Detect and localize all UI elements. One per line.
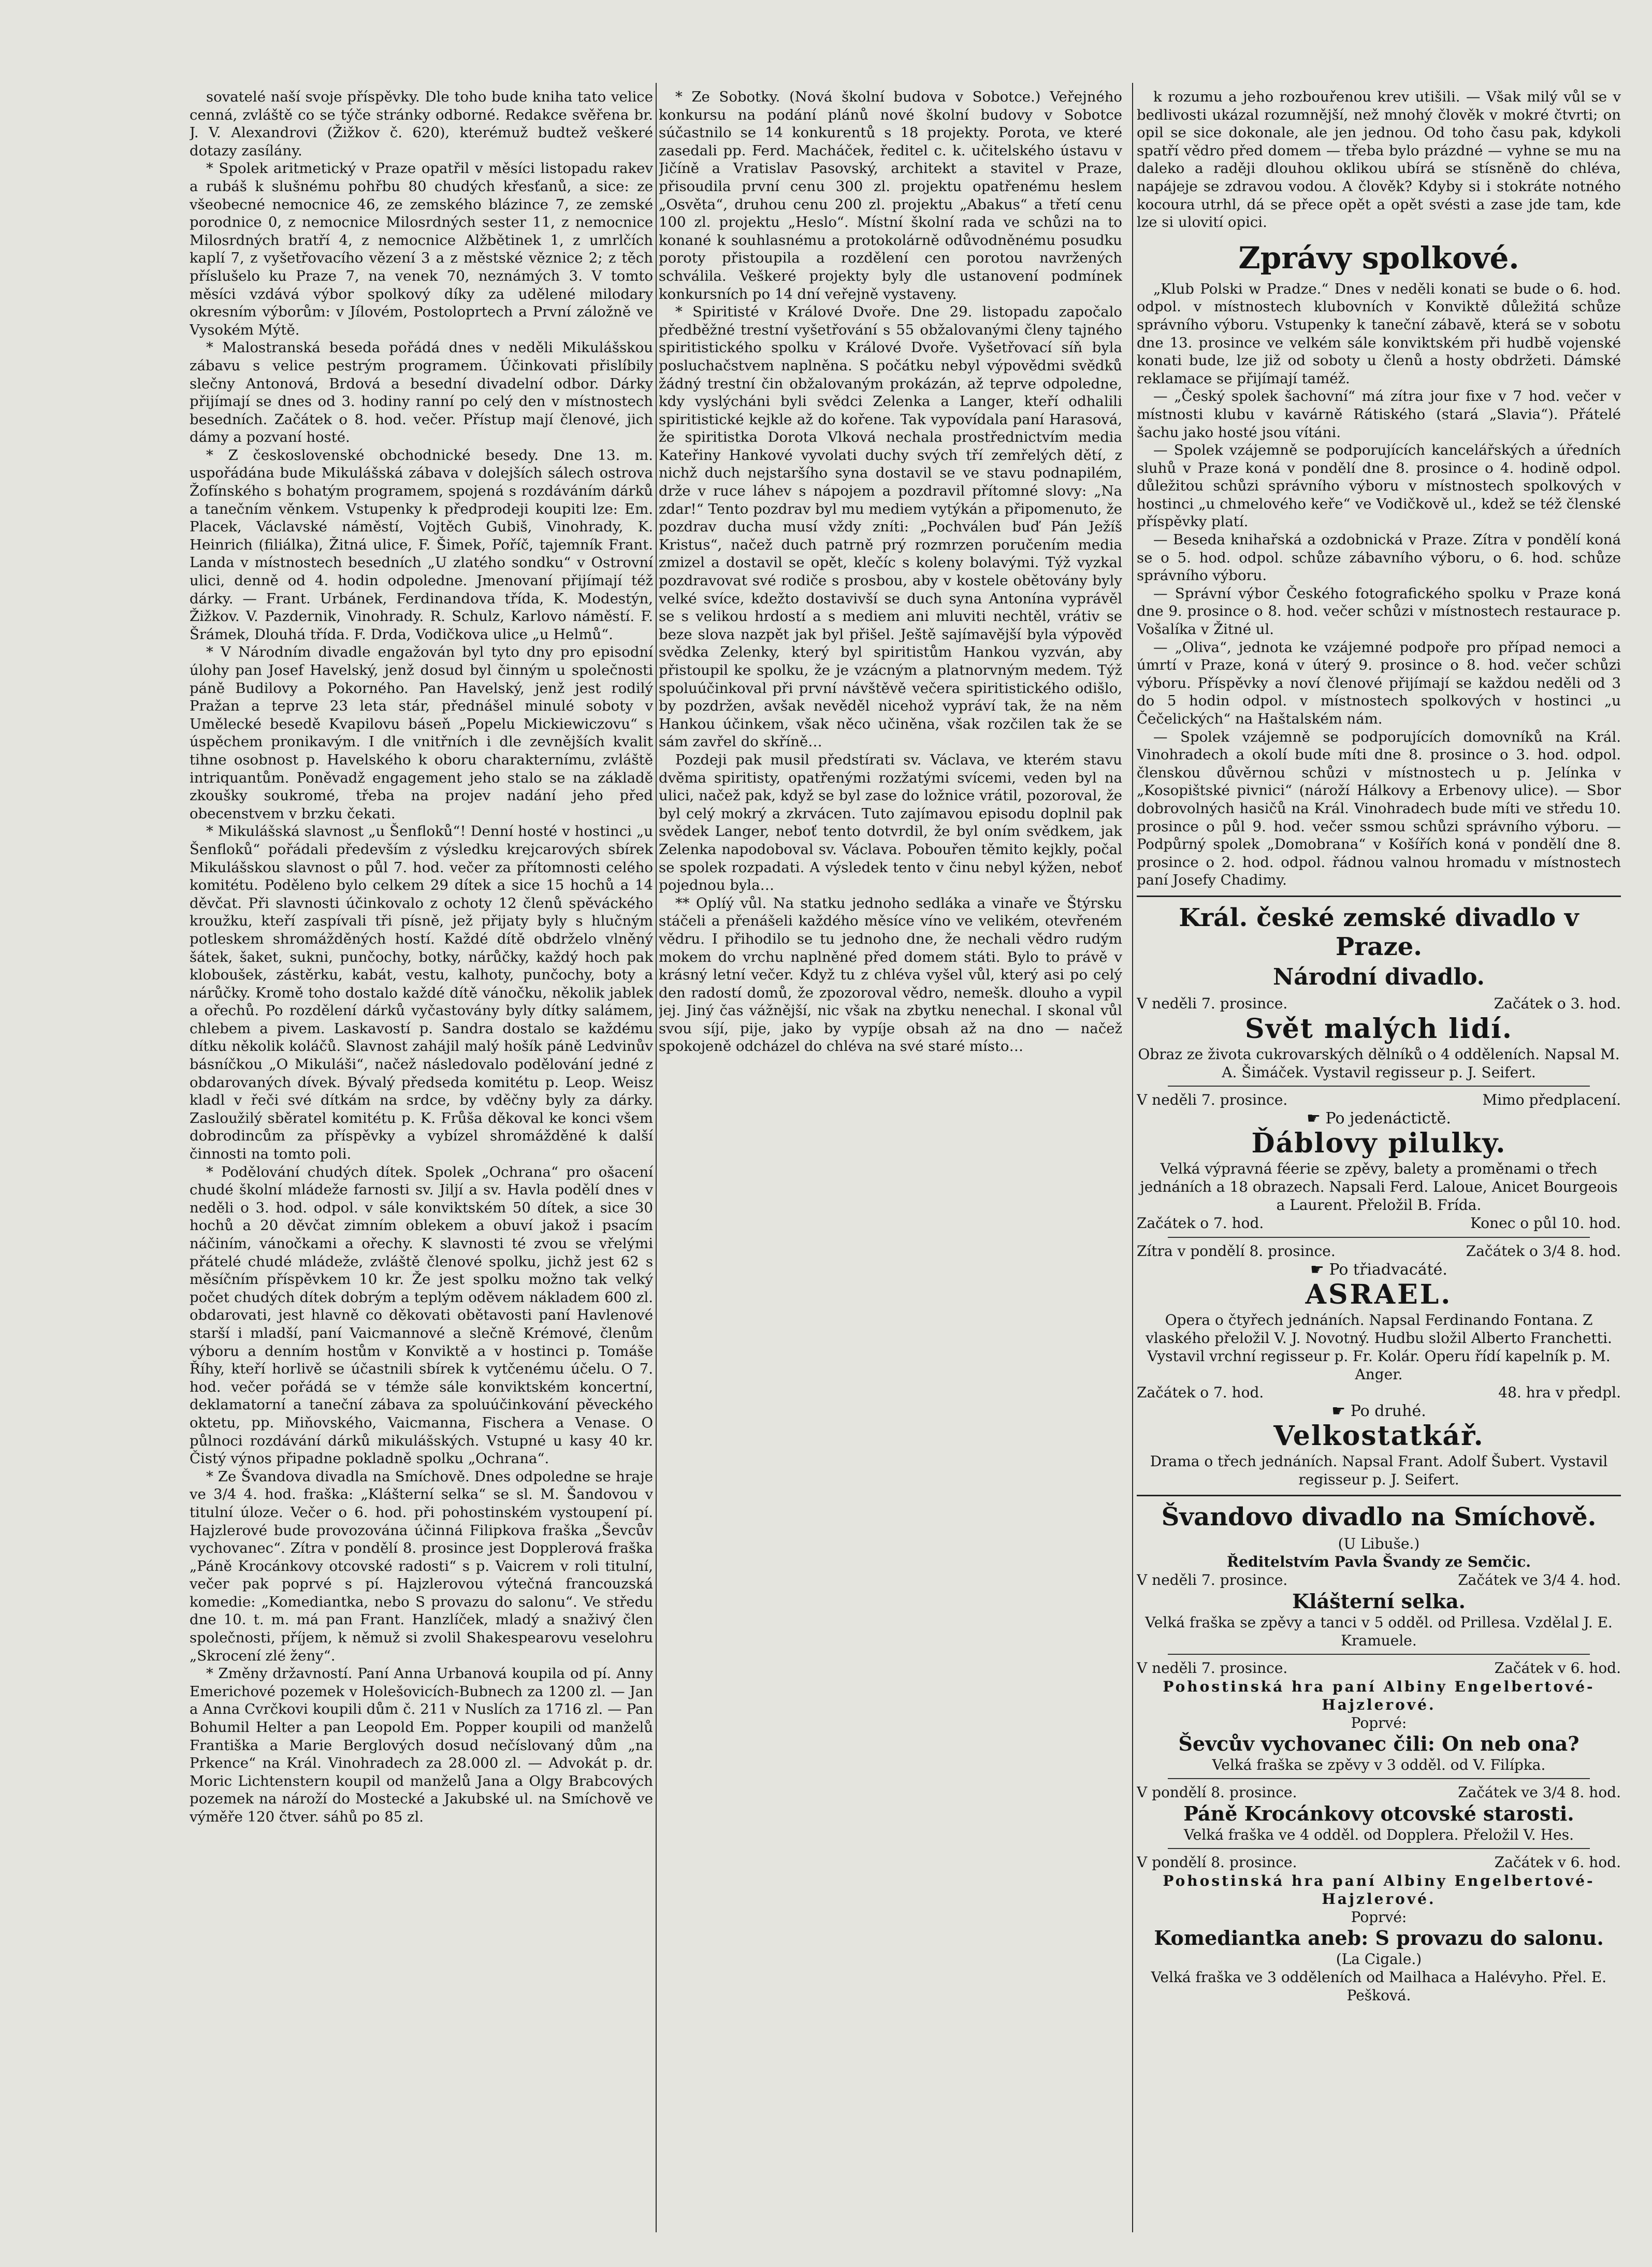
paragraph: — „Oliva“, jednota ke vzájemné podpoře pro případ nemoci a úmrtí v Praze, koná v úterý 9. prosince o 8. hod. večer schůzi výboru. Příspěvky a noví členové přijímají se každou neděli od 3 do 5 hodin odpol. v místnostech spolkových v hostinci „u Čečelických“ na Haštalském nám. <box>1137 639 1621 727</box>
show-date: V neděli 7. prosince. <box>1137 1571 1288 1589</box>
paragraph: * Spolek aritmetický v Praze opatřil v měsíci listopadu rakev a rubáš k slušnému pohřbu 80 chudých křesťanů, a sice: ze všeobecné nemocnice 46, ze zemského blázince 7, ze zemské porodnice 0, z nemocnice Milosrdných sester 11, z nemocnice Milosrdných bratří 4, z nemocnice Alžbětinek 1, z umrlčích kaplí 7, z vyšetřovacího vězení 3 a z městské věznice 2; z těch příslušelo ku Praze 7, na venek 70, neznámých 3. V tomto měsíci vzdává výbor spolkový díky za udělené milodary okresním výborům: v Jílovém, Postoloprtech a První záložně ve Vysokém Mýtě. <box>190 160 653 338</box>
show-info <box>1137 1242 1621 1261</box>
play-description: Velká fraška ve 4 odděl. od Dopplera. Přeložil V. Hes. <box>1184 1826 1574 1843</box>
show-info <box>1137 1783 1621 1802</box>
show-date: V pondělí 8. prosince. <box>1137 1853 1297 1871</box>
paragraph: * Mikulášská slavnost „u Šenfloků“! Denní hosté v hostinci „u Šenfloků“ pořádali především z výsledku krejcarových sbírek Mikulášskou slavnost o půl 7. hod. večer za přítomnosti celého komitétu. Poděleno bylo celkem 29 dítek a sice 15 hochů a 14 děvčat. Při slavnosti účinkovalo z ochoty 12 členů spěváckého kroužku, kteří zaspívali tři písně, jež přijaty byly s hlučným potleskem shromážděných hostí. Každé dítě obdrželo vlněný šátek, šaket, sukni, punčochy, botky, nárůčky, každý hoch pak kloboušek, zástěrku, kabát, vestu, kalhoty, punčochy, boty a nárůčky. Kromě toho dostalo každé dítě vánočku, několik jablek a ořechů. Po rozdělení dárků vyčastovány byly dítky salámem, chlebem a pivem. Laskavostí p. Sandra dostalo se každému dítku několik koláčů. Slavnost zahájil malý hošík páně Ledvinův básníčkou „O Mikuláši“, načež následovalo podělování jedné z obdarovaných dívek. Bývalý předseda komitétu p. Leop. Weisz kladl v řeči své dítkám na srdce, by vděčny byly za dárky. Zasloužilý sběratel komitétu p. K. Frůša děkoval ke konci všem dobrodincům za příspěvky a vybízel shromážděné k další činnosti na tomto poli. <box>190 823 653 1163</box>
play-title: Svět malých lidí. <box>1245 1013 1513 1045</box>
play-description: Velká fraška se zpěvy a tanci v 5 odděl. od Prillesa. Vzdělal J. E. Kramuele. <box>1145 1613 1613 1649</box>
show-start: Začátek o 7. hod. <box>1137 1383 1264 1401</box>
play-description: Opera o čtyřech jednáních. Napsal Ferdinando Fontana. Z vlaského přeložil V. J. Novotný. Hudbu složil Alberto Franchetti. Vystavil vrchní regisseur p. Fr. Kolár. Operu řídí kapelník p. M. Anger. <box>1146 1311 1612 1383</box>
paragraph: — Beseda knihařská a ozdobnická v Praze. Zítra v pondělí koná se o 5. hod. odpol. schůze zábavního výboru, o 6. hod. schůze správního výboru. <box>1137 531 1621 584</box>
show-benefit: ☛ Po jedenáctictě. <box>1307 1109 1451 1128</box>
divider <box>1168 1237 1590 1238</box>
show-start: Začátek o 3/4 8. hod. <box>1466 1242 1621 1260</box>
guest-performance: Pohostinská hra paní Albiny Engelbertové-Hajzlerové. <box>1163 1678 1595 1713</box>
play-description: Obraz ze života cukrovarských dělníků o 4 odděleních. Napsal M. A. Šimáček. Vystavil regisseur p. J. Seifert. <box>1138 1045 1620 1081</box>
paragraph: k rozumu a jeho rozbouřenou krev utišili. — Však milý vůl se v bedlivosti ukázal rozumnější, než mnohý člověk v mokré čtvrti; on opil se sice dokonale, ale jen jednou. Od toho času pak, kdykoli spatří vědro před domem — třeba bylo prázdné — vyhne se mu na daleko a raději dlouhou oklikou ubírá se stísněně do chléva, napájeje se zdravou vodou. A člověk? Kdyby si i stokráte notného kocoura utrhl, dá se přece opět a opět svésti a zase jde tam, kde lze si ulovití opici. <box>1137 89 1621 231</box>
theatre-director: Ředitelstvím Pavla Švandy ze Semčic. <box>1226 1553 1531 1570</box>
divider <box>1137 896 1621 897</box>
play-title: Ševcův vychovanec čili: On neb ona? <box>1178 1731 1579 1755</box>
divider <box>1168 1848 1590 1849</box>
paragraph: * Z československé obchodnické besedy. Dne 13. m. uspořádána bude Mikulášská zábava v dolejších sálech ostrova Žofínského s bohatým programem, spojená s rozdáváním dárků a tanečním věnkem. Vstupenky k předprodeji koupiti lze: Em. Placek, Václavské náměstí, Vojtěch Gubiš, Vinohrady, K. Heinrich (filiálka), Žitná ulice, F. Šimek, Poříč, tajemník Frant. Landa v místnostech besedních „U zlatého sondku“ v Ostrovní ulici, denně od 4. hodin odpoledne. Jmenovaní přijímají též dárky. — Frant. Urbánek, Ferdinandova třída, K. Modestýn, Žižkov. V. Pazdernik, Vinohrady. R. Schulz, Karlovo náměstí. F. Šrámek, Dlouhá třída. F. Drda, Vodičkova ulice „u Helmů“. <box>190 446 653 643</box>
pointing-hand-icon: ☛ <box>1331 1402 1351 1420</box>
show-start: Začátek ve 3/4 4. hod. <box>1458 1571 1621 1589</box>
play-description: Velká výpravná féerie se zpěvy, balety a proměnami o třech jednáních a 18 obrazech. Napsali Ferd. Laloue, Anicet Bourgeois a Laurent. Přeložil B. Frída. <box>1140 1160 1618 1214</box>
theatre-listing-svanda <box>1137 1503 1621 2004</box>
show-date: V neděli 7. prosince. <box>1137 1091 1288 1108</box>
play-description: Velká fraška ve 3 odděleních od Mailhaca a Halévyho. Přel. E. Pešková. <box>1151 1968 1607 2004</box>
theatre-title: Král. české zemské divadlo v Praze. <box>1179 903 1579 961</box>
paragraph: — „Český spolek šachovní“ má zítra jour fixe v 7 hod. večer v místnosti klubu v kavárně Rátiského (stará „Slavia“). Přátelé šachu jako hosté jsou vítáni. <box>1137 388 1621 441</box>
show-start: Začátek v 6. hod. <box>1494 1853 1621 1871</box>
show-benefit: ☛ Po třiadvacáté. <box>1310 1260 1447 1279</box>
divider <box>1168 1654 1590 1655</box>
paragraph: * Podělování chudých dítek. Spolek „Ochrana“ pro ošacení chudé školní mládeže farnosti sv. Jiljí a sv. Havla podělí dnes v neděli o 3. hod. odpol. v sále konviktském 50 dítek, a sice 30 hochů a 20 děvčat zimním oblekem a obuví jakož i psacím náčiním, vánočkami a ořechy. K slavnosti té zvou se vřelými přátelé chudé mládeže, zvláště členové spolku, jichž jest 62 s měsíčním příspěvkem 10 kr. Že jest spolku možno tak velký počet chudých dítek dobrým a teplým oděvem nákladem 600 zl. obdarovati, jest hlavně co děkovati obětavosti paní Havlenové starší i mladší, paní Vaicmannové a slečně Krémové, členům výboru a denním hostům v Konviktě a v hostinci p. Tomáše Říhy, kteří horlivě se účastnili sbírek k vytčenému účelu. O 7. hod. večer pořádá se v témže sále konviktském koncertní, deklamatorní a taneční zábava za spoluúčinkování pěveckého oktetu, pp. Miňovského, Vaicmanna, Fischera a Venase. O půlnoci rozdávání dárků mikulášských. Vstupné u kasy 40 kr. Čistý výnos připadne pokladně spolku „Ochrana“. <box>190 1163 653 1467</box>
show-info <box>1137 1091 1621 1109</box>
first-performance: Poprvé: <box>1351 1714 1407 1731</box>
column-1 <box>190 88 653 2232</box>
show-info <box>1137 1571 1621 1590</box>
paragraph: — Správní výbor Českého fotografického spolku v Praze koná dne 9. prosince o 8. hod. večer schůzi v místnostech restaurace p. Vošalíka v Žitné ul. <box>1137 585 1621 638</box>
play-subtitle: (La Cigale.) <box>1336 1950 1422 1968</box>
paragraph: * Malostranská beseda pořádá dnes v neděli Mikulášskou zábavu s velice pestrým programem. Účinkovati přislíbily slečny Antonová, Brdová a besední divadelní odbor. Dárky přijímají se dnes od 3. hodiny ranní po celý den v místnostech besedních. Začátek o 8. hod. večer. Přístup mají členové, jich dámy a pozvaní hosté. <box>190 339 653 446</box>
paragraph: * Ze Sobotky. (Nová školní budova v Sobotce.) Veřejného konkursu na podání plánů nové školní budovy v Sobotce súčastnilo se 14 konkurentů s 18 projekty. Porota, ve které zasedali pp. Ferd. Macháček, ředitel c. k. učitelského ústavu v Jičíně a Vratislav Pasovský, architekt a stavitel v Praze, přisoudila první cenu 300 zl. projektu opatřenému heslem „Osvěta“, druhou cenu 200 zl. projektu „Abakus“ a třetí cenu 100 zl. projektu „Heslo“. Místní školní rada ve schůzi na to konané k souhlasnému a protokolárně odůvodněnému posudku poroty přistoupila a rozdělení cen porotou navržených schválila. Veškeré projekty byly dle ustanovení podmínek konkursních po 14 dní veřejně vystaveny. <box>659 89 1122 302</box>
paragraph: Pozdeji pak musil předstírati sv. Václava, ve kterém stavu dvěma spiritisty, opatřenými rozžatými svícemi, veden byl na ulici, načež pak, když se byl zase do ložnice vrátil, pozoroval, že byl celý mokrý a zkrvácen. Tuto zajímavou episodu doplnil pak svědek Langer, neboť tento dotvrdil, že byl oním svědkem, jak Zelenka napodoboval sv. Václava. Pobouřen těmito kejkly, počal se spolek rozpadati. A výsledek tento v činu nebyl kýžen, neboť pojednou byla… <box>659 751 1122 894</box>
play-description: Drama o třech jednáních. Napsal Frant. Adolf Šubert. Vystavil regisseur p. J. Seifert. <box>1150 1452 1608 1488</box>
play-title: Páně Krocánkovy otcovské starosti. <box>1183 1801 1574 1825</box>
show-info <box>1137 1659 1621 1678</box>
paragraph: * V Národním divadle engažován byl tyto dny pro episodní úlohy pan Josef Havelský, jenž dosud byl činným u společnosti páně Budilovy a Pokorného. Pan Havelský, jenž jest rodilý Pražan a teprve 23 leta stár, přednášel minulé soboty v Umělecké besedě Kvapilovu báseň „Popelu Mickiewiczovu“ s úspěchem pronikavým. I dle vnitřních i dle zevnějších kvalit tihne osobnost p. Havelského k oboru charakternímu, zvláště intriquantům. Poněvadž engagement jeho stalo se na základě zkoušky soukromé, třeba na projev nadání jeho před obecenstvem v brzku čekati. <box>190 644 653 822</box>
theatre-listing-national <box>1137 903 1621 1489</box>
column-rule <box>656 83 657 2232</box>
show-start: Začátek v 6. hod. <box>1494 1659 1621 1677</box>
show-benefit: ☛ Po druhé. <box>1331 1402 1426 1420</box>
guest-performance: Pohostinská hra paní Albiny Engelbertové-Hajzlerové. <box>1163 1872 1595 1908</box>
pointing-hand-icon: ☛ <box>1310 1260 1329 1279</box>
play-description: Velká fraška se zpěvy v 3 odděl. od V. Filípka. <box>1212 1756 1546 1773</box>
show-start: Začátek ve 3/4 8. hod. <box>1458 1783 1621 1801</box>
first-performance: Poprvé: <box>1351 1908 1407 1926</box>
paragraph: * Ze Švandova divadla na Smíchově. Dnes odpoledne se hraje ve 3/4 4. hod. fraška: „Klášterní selka“ se sl. M. Šandovou v titulní úloze. Večer o 6. hod. při pohostinském vystoupení pí. Hajzlerové bude provozována účinná Filipkova fraška „Ševcův vychovanec“. Zítra v pondělí 8. prosince jest Dopplerová fraška „Páně Krocánkovy otcovské radosti“ s p. Vaicrem v roli titulní, večer pak poprvé s pí. Hajzlerovou výtečná francouzská komedie: „Komediantka, nebo S provazu do salonu“. Ve středu dne 10. t. m. má pan Frant. Hanzlíček, mladý a snaživý člen společnosti, příjem, k němuž si zvolil Shakespearovu veselohru „Skrocení zlé ženy“. <box>190 1468 653 1664</box>
play-title: Velkostatkář. <box>1273 1420 1484 1452</box>
pointing-hand-icon: ☛ <box>1307 1109 1326 1128</box>
play-title: Komediantka aneb: S provazu do salonu. <box>1154 1926 1604 1950</box>
paragraph: „Klub Polski w Pradze.“ Dnes v neděli konati se bude o 6. hod. odpol. v místnostech klubovních v Konviktě důležitá schůze správního výboru. Vstupenky k taneční zábavě, která se v sobotu dne 13. prosince ve velkém sále konviktském při hudbě vojenské konati bude, lze již od soboty u členů a hosty obdržeti. Dámské reklamace se přijímají taméž. <box>1137 280 1621 387</box>
play-title: ASRAEL. <box>1305 1278 1453 1310</box>
show-start: Začátek o 7. hod. <box>1137 1214 1264 1232</box>
theatre-subtitle: Národní divadlo. <box>1273 963 1485 990</box>
show-date: Zítra v pondělí 8. prosince. <box>1137 1242 1336 1260</box>
play-title: Klášterní selka. <box>1292 1589 1466 1613</box>
paragraph: — Spolek vzájemně se podporujících kancelářských a úředních sluhů v Praze koná v pondělí dne 8. prosince o 4. hodině odpol. důležitou schůzi správního výboru v místnostech spolkových v hostinci „u chmelového keře“ ve Vodičkově ul., kdež se též členské příspěvky platí. <box>1137 442 1621 530</box>
theatre-title: Švandovo divadlo na Smíchově. <box>1161 1502 1597 1532</box>
show-end: Konec o půl 10. hod. <box>1470 1214 1621 1232</box>
paragraph: * Spiritisté v Králové Dvoře. Dne 29. listopadu započalo předběžné trestní vyšetřování s 55 obžalovanými členy tajného spiritistického spolku v Králové Dvoře. Vyšetřovací síň byla posluchačstvem naplněna. S počátku nebyl výpovědmi svědků žádný trestní čin obžalovaným prokázán, až teprve odpoledne, kdy vyslýcháni byli svědci Zelenka a Langer, kteří odhalili spiritistické kejkle až do kořene. Tak vypovídala paní Harasová, že spiritistka Dorota Vlková nechala prostřednictvím media Kateřiny Hankové vyvolati duchy svých tří zemřelých dětí, z nichž duch nejstaršího syna dostavil se ve stavu podnapilém, drže v ruce láhev s nápojem a pozdravil přítomné slovy: „Na zdar!“ Tento pozdrav byl mu mediem vytýkán a připomenuto, že pozdrav ducha musí vždy zníti: „Pochválen buď Pán Ježíš Kristus“, načež duch patrně prý rozmrzen poručením media zmizel a dostavil se opět, klečíc s koleny bolavými. Týž vyzkal pozdravovat své rodiče s prosbou, aby v kostele obětovány byly velké svíce, kdežto dostavivší se duch syna Antonína vyprávěl se s velikou hrdostí a s mediem ani mluviti nechtěl, vrátiv se beze slova nazpět jak byl přišel. Ještě sajímavější byla výpověď svědka Zelenky, který byl spiritistům Hankou vyzván, aby přistoupil ke spolku, že je vzácným a platnorvným medem. Týž spoluúčinkoval při první návštěvě večera spiritistického odišlo, by pozdržen, avšak nevěděl nicehož vypráví tak, že na něm Hankou účinkem, však něco učiněna, však rozčilen tak že se sám zavřel do skříně… <box>659 304 1122 750</box>
show-info <box>1137 1383 1621 1402</box>
column-2 <box>659 88 1122 2232</box>
show-info <box>1137 1853 1621 1872</box>
show-info <box>1137 994 1621 1013</box>
column-rule <box>1132 83 1133 2232</box>
show-order: 48. hra v předpl. <box>1498 1383 1621 1401</box>
paragraph: — Spolek vzájemně se podporujících domovníků na Král. Vinohradech a okolí bude míti dne 8. prosince o 3. hod. odpol. členskou důvěrnou schůzi v místnostech u p. Jelínka v „Kosopištské pivnici“ (nároží Hálkovy a Erbenovy ulice). — Sbor dobrovolných hasičů na Král. Vinohradech bude míti ve středu 10. prosince o půl 9. hod. večer ssmou schůzi správního výboru. — Podpůrný spolek „Domobrana“ v Košířích koná v pondělí dne 8. prosince o 2. hod. odpol. řádnou valnou hromadu v místnostech paní Josefy Chadimy. <box>1137 728 1621 889</box>
divider <box>1168 1778 1590 1779</box>
column-3 <box>1137 88 1621 2232</box>
show-start: Začátek o 3. hod. <box>1494 994 1621 1012</box>
divider <box>1168 1086 1590 1087</box>
show-date: V neděli 7. prosince. <box>1137 1659 1288 1677</box>
divider <box>1137 1495 1621 1496</box>
show-date: V neděli 7. prosince. <box>1137 994 1288 1012</box>
theatre-subtitle: (U Libuše.) <box>1338 1535 1420 1552</box>
play-title: Ďáblovy pilulky. <box>1251 1127 1506 1159</box>
paragraph: * Změny državností. Paní Anna Urbanová koupila od pí. Anny Emerichové pozemek v Holešovicích-Bubnech za 1200 zl. — Jan a Anna Cvrčkovi koupili dům č. 211 v Nuslích za 1716 zl. — Pan Bohumil Helter a pan Leopold Em. Popper koupili od manželů Františka a Marie Berglových dosud nečíslovaný dům „na Prkence“ na Král. Vinohradech za 28.000 zl. — Advokát p. dr. Moric Lichtenstern koupil od manželů Jana a Olgy Brabcových pozemek na nároží do Mostecké a Jakubské ul. na Smíchově ve výměře 120 čtver. sáhů po 85 zl. <box>190 1665 653 1825</box>
show-note: Mimo předplacení. <box>1482 1091 1621 1108</box>
paragraph: sovatelé naší svoje příspěvky. Dle toho bude kniha tato velice cenná, zvláště co se týče stránky odborné. Redakce svěřena br. J. V. Alexandrovi (Žižkov č. 620), kterémuž budtež veškeré dotazy zasílány. <box>190 89 653 159</box>
show-info <box>1137 1214 1621 1233</box>
section-heading: Zprávy spolkové. <box>1238 240 1519 276</box>
show-date: V pondělí 8. prosince. <box>1137 1783 1297 1801</box>
paragraph: ** Oplíý vůl. Na statku jednoho sedláka a vinaře ve Štýrsku stáčeli a přenášeli každého měsíce víno ve velikém, otevřeném vědru. I přihodilo se tu jednoho dne, že nechali vědro rudým mokem do vrchu naplněné před domem státi. Bylo to právě v krásný letní večer. Když tu z chléva vyšel vůl, který asi po celý den radostí domů, že zpozoroval vědro, nemešk. dlouho a vypil jej. Jiný čas vážnější, nic však na zbytku nenechal. I skonal vůl svou síjí, pije, jako by vypíje obsah až na dno — načež spokojeně odcházel do chléva na své staré místo… <box>659 894 1122 1055</box>
